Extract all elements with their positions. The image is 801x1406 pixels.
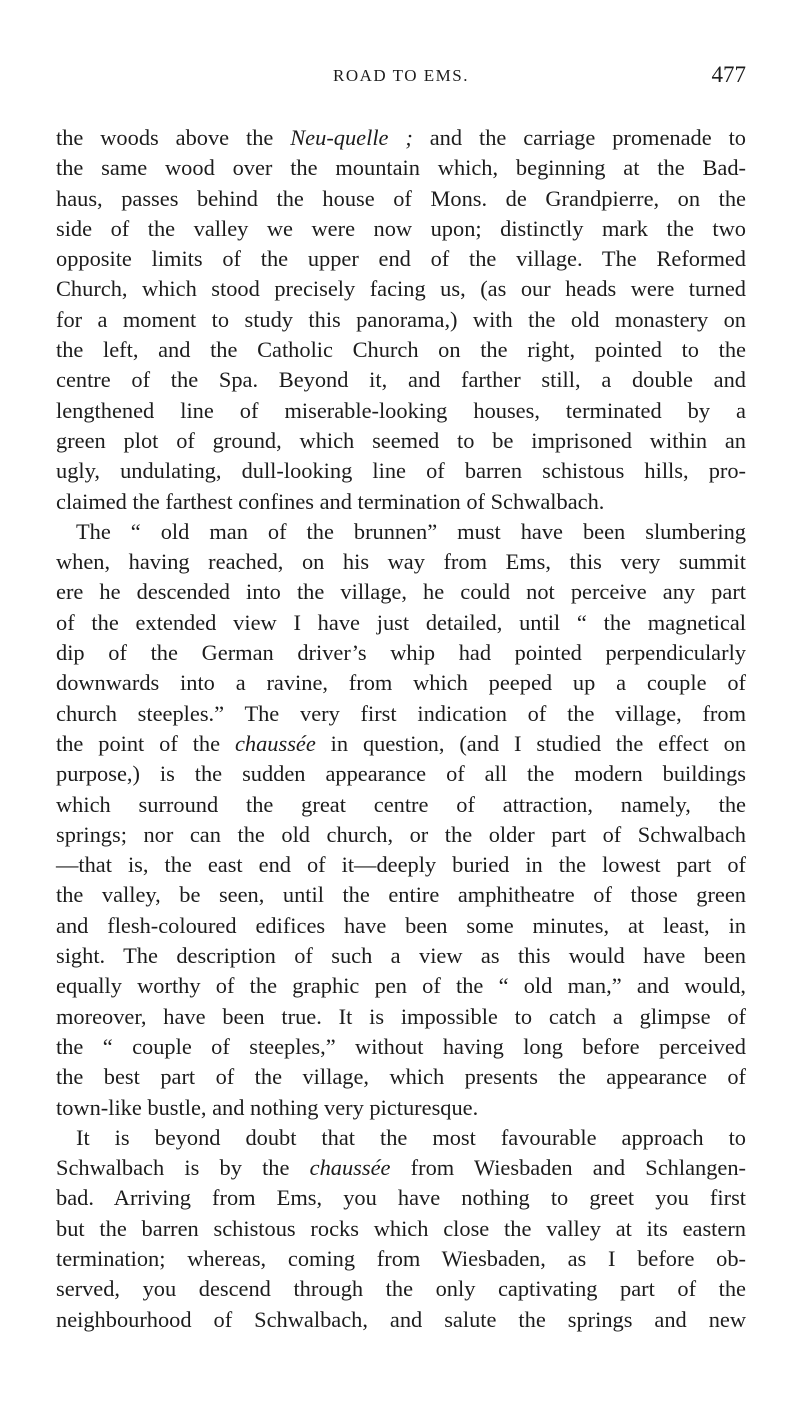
text-line [56, 1244, 746, 1274]
italic-term: chaussée [309, 1155, 391, 1181]
text-run: lengthened line of miserable-looking houses, terminated by a [56, 397, 746, 423]
text-run: the “ couple of steeples,” without having long before perceived [56, 1033, 746, 1059]
text-run: The “ old man of the brunnen” must have been slumbering [76, 518, 746, 544]
text-run: served, you descend through the only captivating part of the [56, 1276, 746, 1302]
text-line [56, 1002, 746, 1032]
page-number: 477 [711, 62, 746, 87]
text-line [56, 941, 746, 971]
text-run: the same wood over the mountain which, beginning at the Bad- [56, 155, 746, 181]
text-line [56, 911, 746, 941]
text-line [56, 1062, 746, 1092]
text-line [56, 820, 746, 850]
text-run: of the extended view I have just detailed, until “ the magnetical [56, 609, 746, 635]
text-line [56, 1183, 746, 1213]
text-run: dip of the German driver’s whip had pointed perpendicularly [56, 640, 746, 666]
text-line [56, 365, 746, 395]
text-run: —that is, the east end of it—deeply buried in the lowest part of [56, 852, 746, 878]
text-line [56, 790, 746, 820]
text-run: ere he descended into the village, he could not perceive any part [56, 579, 746, 605]
text-line [56, 547, 746, 577]
text-line [56, 577, 746, 607]
text-run: haus, passes behind the house of Mons. de Grandpierre, on the [56, 185, 746, 211]
text-run: purpose,) is the sudden appearance of all the modern buildings [56, 761, 746, 787]
text-run: the woods above the [56, 125, 291, 150]
text-run: when, having reached, on his way from Ems, this very summit [56, 549, 746, 575]
text-run: green plot of ground, which seemed to be imprisoned within an [56, 427, 746, 453]
text-line [56, 1153, 746, 1183]
text-line [56, 638, 746, 668]
text-run: sight. The description of such a view as this would have been [56, 943, 746, 969]
text-run: and the carriage promenade to [412, 125, 746, 150]
text-run: springs; nor can the old church, or the older part of Schwalbach [56, 821, 746, 847]
text-line [56, 759, 746, 789]
text-line [56, 1274, 746, 1304]
text-run: ugly, undulating, dull-looking line of barren schistous hills, pro- [56, 458, 746, 484]
text-line [56, 880, 746, 910]
text-line [56, 850, 746, 880]
text-line [56, 729, 746, 759]
text-line [56, 1032, 746, 1062]
italic-term: Neu-quelle ; [290, 125, 413, 150]
body-text [56, 123, 746, 1335]
text-run: termination; whereas, coming from Wiesbaden, as I before ob- [56, 1245, 746, 1271]
text-line [56, 608, 746, 638]
text-line [56, 244, 746, 274]
italic-term: chaussée [234, 730, 316, 756]
text-run: and flesh-coloured edifices have been some minutes, at least, in [56, 912, 746, 938]
text-line [56, 153, 746, 183]
text-line [56, 1214, 746, 1244]
text-run: centre of the Spa. Beyond it, and farther still, a double and [56, 367, 746, 393]
running-head [56, 62, 746, 102]
text-run: which surround the great centre of attraction, namely, the [56, 791, 746, 817]
text-run: for a moment to study this panorama,) with the old monastery on [56, 306, 746, 332]
text-run: the best part of the village, which presents the appearance of [56, 1064, 746, 1090]
text-run: equally worthy of the graphic pen of the “ old man,” and would, [56, 973, 746, 999]
text-run: in question, (and I studied the effect on [315, 730, 746, 756]
text-line [56, 335, 746, 365]
text-line [56, 214, 746, 244]
text-run: claimed the farthest confines and termination of Schwalbach. [56, 488, 605, 514]
text-run: downwards into a ravine, from which peeped up a couple of [56, 670, 746, 696]
text-line [56, 274, 746, 304]
text-run: side of the valley we were now upon; distinctly mark the two [56, 215, 746, 241]
text-run: the valley, be seen, until the entire amphitheatre of those green [56, 882, 746, 908]
running-title: ROAD TO EMS. [333, 66, 469, 85]
text-line [56, 517, 746, 547]
text-run: town-like bustle, and nothing very picturesque. [56, 1094, 479, 1120]
text-line [56, 668, 746, 698]
text-run: Church, which stood precisely facing us, (as our heads were turned [56, 276, 746, 302]
text-line [56, 1093, 746, 1123]
text-run: the left, and the Catholic Church on the right, pointed to the [56, 337, 746, 363]
text-run: from Wiesbaden and Schlangen- [390, 1155, 746, 1181]
text-line [56, 699, 746, 729]
text-run: but the barren schistous rocks which close the valley at its eastern [56, 1215, 746, 1241]
text-run: the point of the [56, 730, 235, 756]
text-line [56, 396, 746, 426]
text-line [56, 1305, 746, 1335]
text-line [56, 971, 746, 1001]
text-run: moreover, have been true. It is impossible to catch a glimpse of [56, 1003, 746, 1029]
text-run: It is beyond doubt that the most favourable approach to [76, 1124, 746, 1150]
text-run: opposite limits of the upper end of the village. The Reformed [56, 246, 746, 272]
text-run: bad. Arriving from Ems, you have nothing to greet you first [56, 1185, 746, 1211]
text-run: neighbourhood of Schwalbach, and salute the springs and new [56, 1306, 746, 1332]
text-line [56, 487, 746, 517]
text-line [56, 426, 746, 456]
text-run: church steeples.” The very first indication of the village, from [56, 700, 746, 726]
text-line [56, 123, 746, 153]
text-run: Schwalbach is by the [56, 1155, 310, 1181]
text-line [56, 1123, 746, 1153]
text-line [56, 305, 746, 335]
text-line [56, 184, 746, 214]
text-line [56, 456, 746, 486]
